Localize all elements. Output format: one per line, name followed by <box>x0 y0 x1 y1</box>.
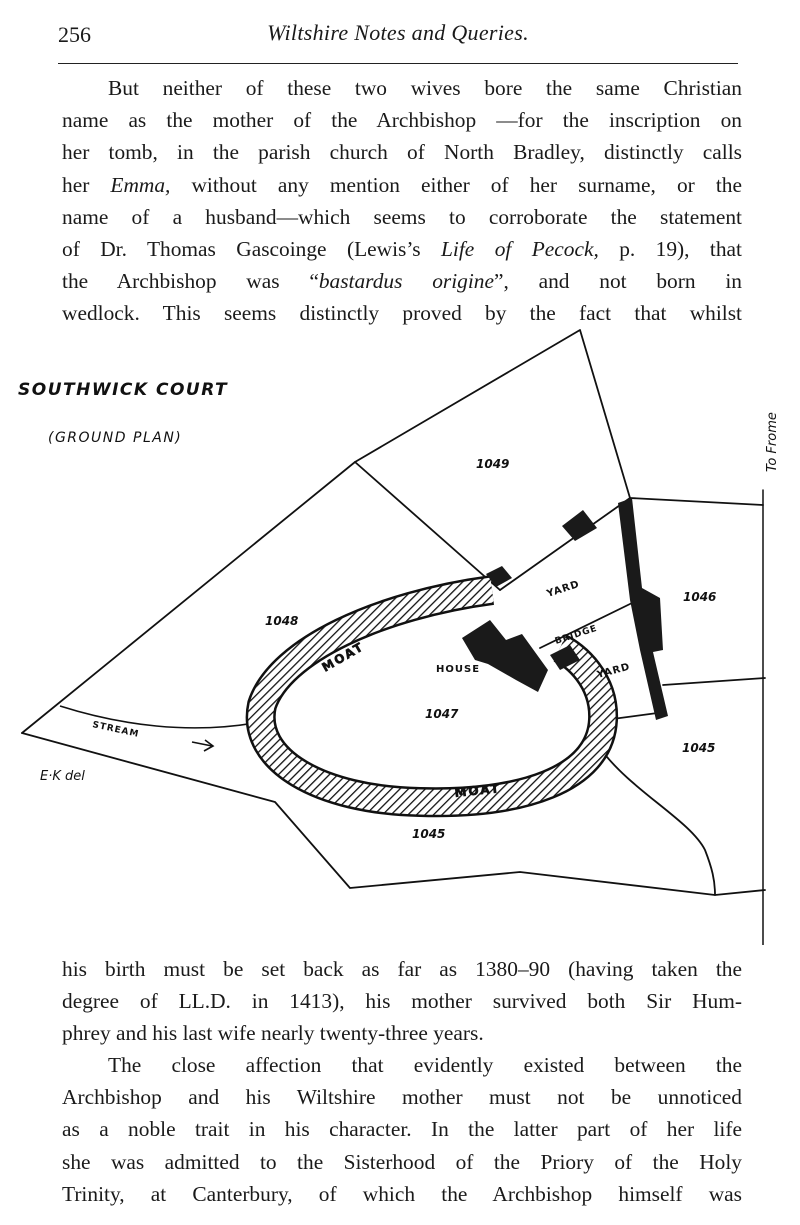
parcel-1045-south-label: 1045 <box>412 827 446 841</box>
paragraph-1 <box>62 72 742 330</box>
yard-label-upper: YARD <box>545 578 582 600</box>
boundary-1049-1048 <box>355 462 500 590</box>
running-title: Wiltshire Notes and Queries. <box>267 20 529 45</box>
boundary-1046-north <box>630 498 763 505</box>
boundary-1046-south <box>663 678 765 685</box>
house-building <box>462 620 548 692</box>
southwick-court-ground-plan <box>0 325 800 945</box>
text-line: name as the mother of the Archbishop —for the inscription on <box>62 108 742 133</box>
road-label: To Frome <box>765 412 780 472</box>
text-run: her <box>62 172 111 197</box>
text-line: But neither of these two wives bore the same Christian <box>108 76 742 100</box>
stream-label: STREAM <box>91 720 141 740</box>
text-line: name of a husband—which seems to corroborate the statement <box>62 204 742 229</box>
parcel-1047-label: 1047 <box>425 707 459 721</box>
text-line: wedlock. This seems distinctly proved by the fact that whilst <box>62 301 742 326</box>
stream <box>60 706 260 751</box>
paragraph-2 <box>62 953 742 1050</box>
header-rule <box>58 63 738 64</box>
parcel-1049-label: 1049 <box>476 457 510 471</box>
house-label: HOUSE <box>436 664 481 675</box>
parcel-1046-label: 1046 <box>683 590 717 604</box>
boundary-yard-divider <box>540 603 632 648</box>
text-run: ”, and not born in <box>494 269 742 294</box>
text-line: his birth must be set back as far as 1380–90 (having taken the <box>62 957 742 981</box>
text-line: Trinity, at Canterbury, of which the Archbishop himself was <box>62 1181 742 1206</box>
text-line: her tomb, in the parish church of North Bradley, distinctly calls <box>62 140 742 165</box>
yard-label-lower: YARD <box>595 661 632 681</box>
italic-book-title: Life of Pecock, <box>441 237 599 262</box>
plan-title: SOUTHWICK COURT <box>18 380 229 400</box>
moat-label-lower: MOAT <box>453 781 502 800</box>
text-run: without any mention either of her surname, or the <box>170 172 742 197</box>
text-run: of Dr. Thomas Gascoinge (Lewis’s <box>62 237 442 262</box>
italic-latin-phrase: bastardus origine <box>318 269 494 294</box>
text-line: The close affection that evidently existed between the <box>108 1053 742 1077</box>
text-line: Archbishop and his Wiltshire mother must not be unnoticed <box>62 1085 742 1110</box>
italic-name: Emma, <box>110 172 171 197</box>
bridge-label: BRIDGE <box>553 623 599 647</box>
text-line: degree of LL.D. in 1413), his mother survived both Sir Hum- <box>62 989 742 1014</box>
text-line: she was admitted to the Sisterhood of the Priory of the Holy <box>62 1149 742 1174</box>
text-line: phrey and his last wife nearly twenty-three years. <box>62 1021 484 1046</box>
parcel-1045-east-label: 1045 <box>682 741 716 755</box>
stream-line <box>60 706 260 728</box>
buildings <box>462 498 668 720</box>
moat-water <box>261 590 603 802</box>
artist-signature: E·K del <box>40 769 85 784</box>
plan-subtitle: (GROUND PLAN) <box>48 430 183 446</box>
text-line <box>62 265 742 297</box>
text-run: the Archbishop was “ <box>62 269 319 294</box>
moat <box>261 590 603 802</box>
boundary-1045-east <box>600 748 715 895</box>
page-header <box>58 18 738 50</box>
east-range-building <box>618 498 668 720</box>
moat-label-upper: MOAT <box>319 639 367 675</box>
outbuilding-north <box>562 510 597 541</box>
text-line <box>62 233 742 265</box>
page-number: 256 <box>58 22 91 47</box>
parcel-1048-label: 1048 <box>265 614 299 628</box>
text-run: p. 19), that <box>598 237 742 262</box>
boundary-1049-yard <box>500 498 630 590</box>
paragraph-3 <box>62 1049 742 1210</box>
text-line: as a noble trait in his character. In the latter part of her life <box>62 1117 742 1142</box>
text-line <box>62 169 742 201</box>
